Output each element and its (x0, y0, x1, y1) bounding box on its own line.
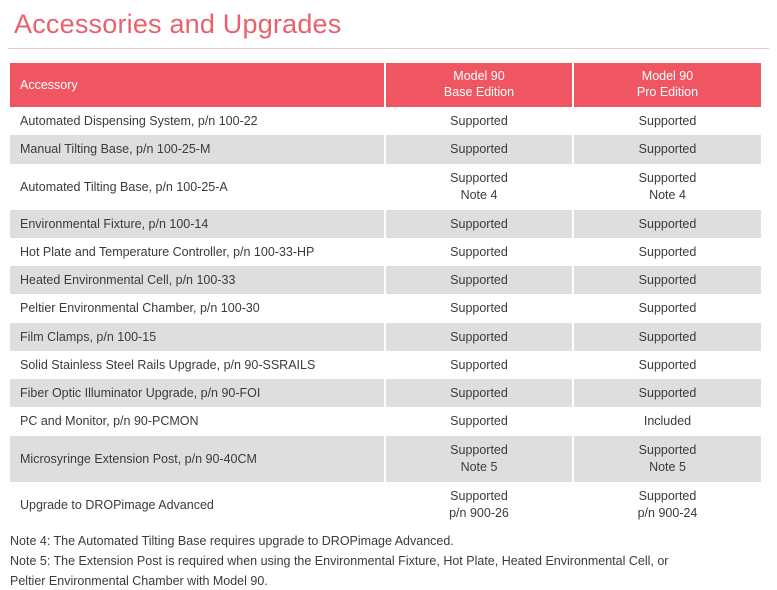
table-row (10, 482, 762, 528)
cell-base-support (385, 436, 573, 482)
cell-pro-value: Supported (638, 273, 697, 287)
cell-pro-support (573, 482, 762, 528)
cell-base-value: Supported (450, 357, 508, 372)
page-title: Accessories and Upgrades (14, 9, 342, 39)
cell-base-value: Supported (450, 386, 508, 400)
cell-pro-value: Included (643, 414, 692, 429)
cell-pro-support (573, 323, 762, 351)
footnote-note-5-line2: Peltier Environmental Chamber with Model 90. (10, 573, 268, 588)
cell-pro-value: Supported (638, 216, 697, 231)
cell-pro-value: Supported (638, 142, 697, 157)
cell-pro-value: Supported (638, 329, 697, 344)
cell-accessory: Solid Stainless Steel Rails Upgrade, p/n 90-SSRAILS (10, 351, 385, 379)
cell-pro-support (573, 436, 762, 482)
cell-base-value: Supported (450, 489, 508, 504)
footnote-note-4: Note 4: The Automated Tilting Base requires upgrade to DROPimage Advanced. (10, 533, 454, 548)
column-header-base-line1: Model 90 (453, 69, 505, 84)
cell-accessory: Heated Environmental Cell, p/n 100-33 (10, 266, 385, 294)
cell-pro-value: Supported (638, 114, 697, 128)
cell-accessory: Environmental Fixture, p/n 100-14 (10, 210, 385, 238)
cell-base-value: Supported (450, 301, 508, 316)
cell-pro-support (573, 238, 762, 266)
cell-accessory: Peltier Environmental Chamber, p/n 100-30 (10, 294, 385, 322)
table-row (10, 266, 762, 294)
cell-accessory: Upgrade to DROPimage Advanced (10, 482, 385, 528)
cell-base-support (385, 351, 573, 379)
cell-base-support (385, 294, 573, 322)
cell-base-value: Supported (450, 114, 508, 128)
column-header-base-line2: Base Edition (443, 85, 515, 99)
cell-pro-support (573, 135, 762, 163)
accessories-table (10, 63, 763, 528)
footnotes (10, 532, 769, 590)
cell-pro-support (573, 210, 762, 238)
cell-base-support (385, 407, 573, 435)
cell-base-value: Supported (450, 171, 508, 186)
cell-base-support (385, 482, 573, 528)
cell-pro-value: Supported (638, 386, 697, 400)
cell-base-support (385, 266, 573, 294)
table-row (10, 164, 762, 210)
cell-base-note: p/n 900-26 (449, 505, 509, 520)
cell-base-support (385, 238, 573, 266)
cell-pro-value: Supported (638, 357, 697, 372)
table-row (10, 379, 762, 407)
cell-pro-note: Note 4 (649, 187, 686, 202)
cell-base-note: Note 4 (460, 187, 498, 202)
cell-pro-support (573, 294, 762, 322)
cell-pro-value: Supported (638, 443, 697, 458)
cell-base-value: Supported (450, 244, 508, 259)
cell-base-support (385, 210, 573, 238)
cell-base-support (385, 379, 573, 407)
table-row (10, 238, 762, 266)
cell-accessory: Automated Tilting Base, p/n 100-25-A (10, 164, 385, 210)
table-header-row (10, 63, 762, 107)
cell-pro-support (573, 164, 762, 210)
cell-base-note: Note 5 (460, 459, 498, 474)
column-header-pro-line1: Model 90 (641, 69, 694, 84)
cell-accessory: PC and Monitor, p/n 90-PCMON (10, 407, 385, 435)
cell-pro-value: Supported (638, 171, 697, 186)
cell-pro-value: Supported (638, 301, 697, 316)
table-row (10, 294, 762, 322)
cell-accessory: Fiber Optic Illuminator Upgrade, p/n 90-FOI (10, 379, 385, 407)
cell-pro-value: Supported (638, 244, 697, 259)
cell-base-support (385, 164, 573, 210)
cell-pro-note: Note 5 (649, 459, 686, 474)
cell-accessory: Film Clamps, p/n 100-15 (10, 323, 385, 351)
table-row (10, 135, 762, 163)
table-row (10, 407, 762, 435)
cell-accessory: Microsyringe Extension Post, p/n 90-40CM (10, 436, 385, 482)
cell-base-value: Supported (450, 329, 508, 344)
title-divider (8, 48, 769, 49)
cell-accessory: Hot Plate and Temperature Controller, p/n 100-33-HP (10, 238, 385, 266)
table-row (10, 436, 762, 482)
cell-pro-note: p/n 900-24 (637, 505, 698, 520)
cell-accessory: Manual Tilting Base, p/n 100-25-M (10, 135, 385, 163)
cell-pro-support (573, 266, 762, 294)
cell-base-value: Supported (450, 273, 508, 287)
cell-pro-support (573, 407, 762, 435)
cell-pro-support (573, 379, 762, 407)
cell-base-value: Supported (450, 414, 508, 429)
footnote-note-5-line1: Note 5: The Extension Post is required when using the Environmental Fixture, Hot Plate, Heated Environmental Cell, or (10, 553, 669, 568)
cell-base-value: Supported (450, 443, 508, 458)
cell-base-support (385, 323, 573, 351)
cell-base-value: Supported (450, 216, 508, 231)
column-header-base-edition (385, 63, 573, 107)
table-row (10, 210, 762, 238)
table-row (10, 351, 762, 379)
cell-pro-support (573, 107, 762, 135)
cell-accessory: Automated Dispensing System, p/n 100-22 (10, 107, 385, 135)
column-header-pro-line2: Pro Edition (636, 85, 699, 99)
column-header-pro-edition (573, 63, 762, 107)
cell-base-value: Supported (450, 142, 508, 157)
table-row (10, 323, 762, 351)
column-header-accessory: Accessory (10, 63, 385, 107)
cell-base-support (385, 135, 573, 163)
cell-pro-value: Supported (638, 489, 697, 504)
cell-pro-support (573, 351, 762, 379)
cell-base-support (385, 107, 573, 135)
table-row (10, 107, 762, 135)
